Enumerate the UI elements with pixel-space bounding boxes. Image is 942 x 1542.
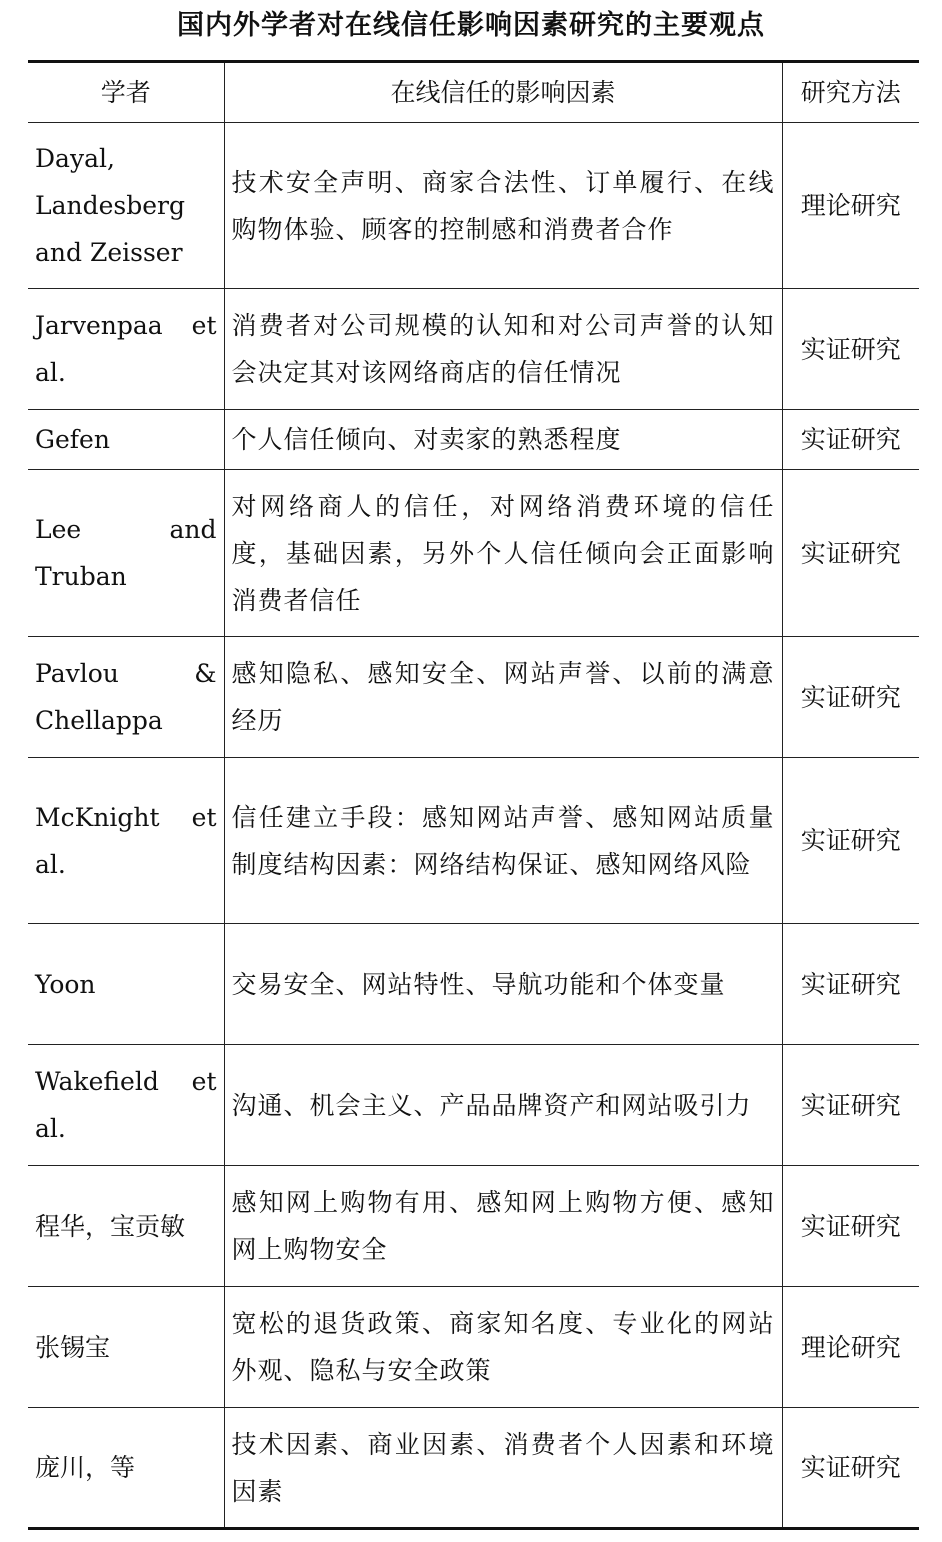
factors-cell: 对网络商人的信任，对网络消费环境的信任度，基础因素，另外个人信任倾向会正面影响消费者信任 — [224, 470, 782, 637]
header-factors: 在线信任的影响因素 — [224, 62, 782, 123]
table-row — [28, 289, 919, 410]
header-scholar: 学者 — [28, 62, 224, 123]
method-cell: 实证研究 — [782, 289, 919, 410]
scholar-cell: McKnight et al. — [28, 758, 224, 924]
table-row — [28, 924, 919, 1045]
factors-cell: 信任建立手段：感知网站声誉、感知网站质量 制度结构因素：网络结构保证、感知网络风险 — [224, 758, 782, 924]
table-row — [28, 1045, 919, 1166]
method-cell: 实证研究 — [782, 637, 919, 758]
table-row — [28, 123, 919, 289]
factors-cell: 沟通、机会主义、产品品牌资产和网站吸引力 — [224, 1045, 782, 1166]
trust-factors-table — [28, 60, 919, 1530]
factors-cell: 感知网上购物有用、感知网上购物方便、感知网上购物安全 — [224, 1166, 782, 1287]
factors-cell: 消费者对公司规模的认知和对公司声誉的认知会决定其对该网络商店的信任情况 — [224, 289, 782, 410]
scholar-cell: Wakefield et al. — [28, 1045, 224, 1166]
table-row — [28, 1287, 919, 1408]
table-row — [28, 410, 919, 470]
table-row — [28, 637, 919, 758]
table-row — [28, 758, 919, 924]
method-cell: 实证研究 — [782, 1408, 919, 1529]
method-cell: 实证研究 — [782, 410, 919, 470]
scholar-cell: 张锡宝 — [28, 1287, 224, 1408]
table-row — [28, 470, 919, 637]
scholar-cell: 程华，宝贡敏 — [28, 1166, 224, 1287]
table-title: 国内外学者对在线信任影响因素研究的主要观点 — [177, 10, 765, 41]
scholar-cell: Dayal, Landesberg and Zeisser — [28, 123, 224, 289]
header-row — [28, 62, 919, 123]
method-cell: 实证研究 — [782, 924, 919, 1045]
scholar-cell: Lee and Truban — [28, 470, 224, 637]
factors-cell: 个人信任倾向、对卖家的熟悉程度 — [224, 410, 782, 470]
method-cell: 理论研究 — [782, 123, 919, 289]
scholar-cell: Yoon — [28, 924, 224, 1045]
factors-cell: 技术因素、商业因素、消费者个人因素和环境因素 — [224, 1408, 782, 1529]
factors-cell: 技术安全声明、商家合法性、订单履行、在线购物体验、顾客的控制感和消费者合作 — [224, 123, 782, 289]
method-cell: 实证研究 — [782, 470, 919, 637]
scholar-cell: Gefen — [28, 410, 224, 470]
scholar-cell: 庞川，等 — [28, 1408, 224, 1529]
header-method: 研究方法 — [782, 62, 919, 123]
method-cell: 实证研究 — [782, 1166, 919, 1287]
method-cell: 实证研究 — [782, 758, 919, 924]
table-row — [28, 1166, 919, 1287]
factors-cell: 宽松的退货政策、商家知名度、专业化的网站外观、隐私与安全政策 — [224, 1287, 782, 1408]
scholar-cell: Pavlou & Chellappa — [28, 637, 224, 758]
method-cell: 实证研究 — [782, 1045, 919, 1166]
factors-cell: 感知隐私、感知安全、网站声誉、以前的满意经历 — [224, 637, 782, 758]
factors-cell: 交易安全、网站特性、导航功能和个体变量 — [224, 924, 782, 1045]
table-row — [28, 1408, 919, 1529]
method-cell: 理论研究 — [782, 1287, 919, 1408]
scholar-cell: Jarvenpaa et al. — [28, 289, 224, 410]
